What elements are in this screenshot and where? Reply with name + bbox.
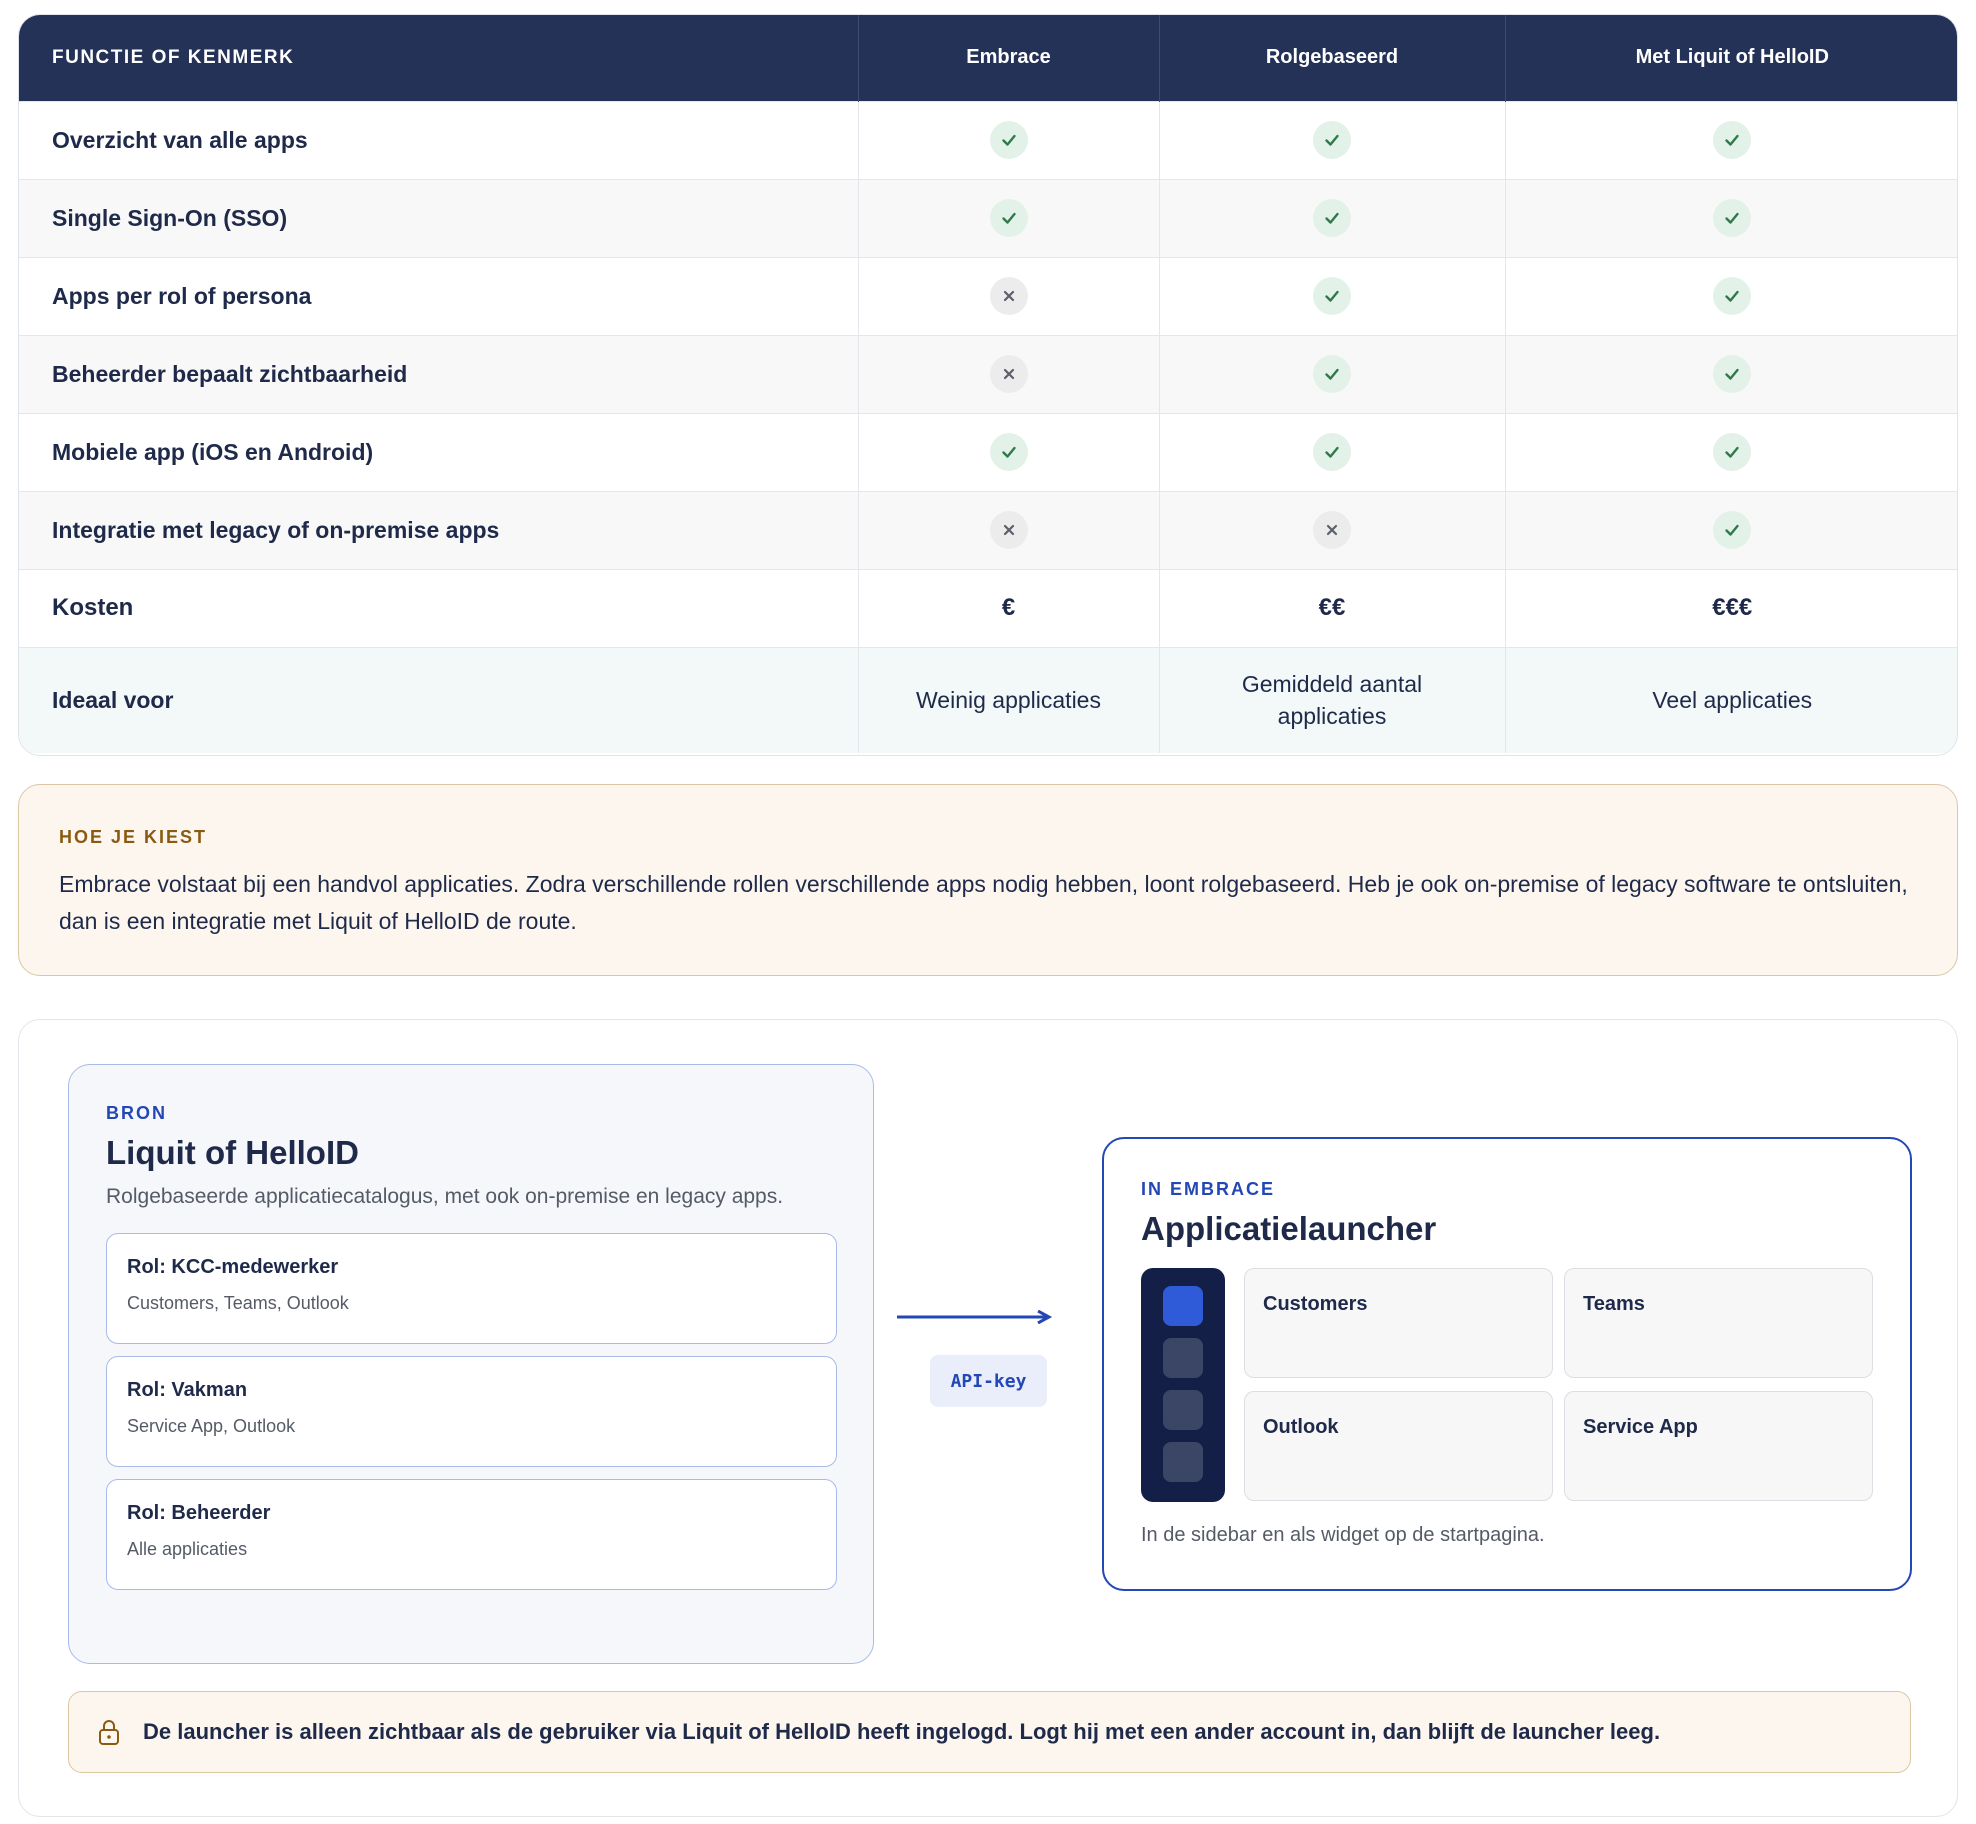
row-label: Kosten: [19, 569, 858, 647]
cross-icon: [990, 511, 1028, 549]
table-row-cost: [19, 569, 1958, 647]
support-cell: [1159, 413, 1505, 491]
support-cell: [1505, 335, 1958, 413]
role-apps: Service App, Outlook: [127, 1416, 296, 1436]
check-icon: [1313, 199, 1351, 237]
app-tile[interactable]: Customers: [1244, 1268, 1553, 1378]
column-header-embrace: Embrace: [858, 15, 1159, 101]
column-header-feature: FUNCTIE OF KENMERK: [19, 15, 858, 101]
role-list: [106, 1233, 836, 1590]
column-header-liquit-helloid: Met Liquit of HelloID: [1505, 15, 1958, 101]
table-row: [19, 335, 1958, 413]
support-cell: [1159, 179, 1505, 257]
check-icon: [990, 199, 1028, 237]
login-warning: [68, 1691, 1911, 1773]
ideal-value: [1159, 647, 1505, 753]
cost-value: €€€: [1505, 569, 1958, 647]
app-tile[interactable]: Outlook: [1244, 1391, 1553, 1501]
support-cell: [858, 179, 1159, 257]
integration-diagram: [18, 1019, 1958, 1817]
table-row: [19, 179, 1958, 257]
cost-value: €€: [1159, 569, 1505, 647]
check-icon: [1713, 277, 1751, 315]
source-kicker: BRON: [106, 1103, 167, 1123]
support-cell: [1505, 413, 1958, 491]
check-icon: [1713, 199, 1751, 237]
support-cell: [1505, 179, 1958, 257]
column-header-role-based: Rolgebaseerd: [1159, 15, 1505, 101]
support-cell: [1159, 491, 1505, 569]
support-cell: [858, 491, 1159, 569]
row-label: Integratie met legacy of on-premise apps: [19, 491, 858, 569]
callout-kicker: HOE JE KIEST: [59, 827, 208, 847]
check-icon: [1313, 355, 1351, 393]
role-apps: Alle applicaties: [127, 1539, 248, 1559]
role-apps: Customers, Teams, Outlook: [127, 1293, 349, 1313]
api-key-label: API-key: [930, 1355, 1047, 1407]
support-cell: [858, 101, 1159, 179]
support-cell: [1159, 101, 1505, 179]
app-tile[interactable]: Teams: [1564, 1268, 1873, 1378]
support-cell: [1505, 101, 1958, 179]
support-cell: [1505, 491, 1958, 569]
role-card: [106, 1479, 837, 1590]
sidebar-app-icon: [1163, 1442, 1203, 1482]
check-icon: [1713, 511, 1751, 549]
support-cell: [1159, 257, 1505, 335]
lock-icon: [97, 1718, 121, 1746]
ideal-value-text: Gemiddeld aantal applicaties: [1241, 671, 1423, 730]
role-card: [106, 1356, 837, 1467]
table-row: [19, 101, 1958, 179]
support-cell: [1159, 335, 1505, 413]
target-note: In de sidebar en als widget op de startpagina.: [1141, 1524, 1545, 1546]
cross-icon: [990, 277, 1028, 315]
source-title: Liquit of HelloID: [106, 1134, 359, 1171]
support-cell: [1505, 257, 1958, 335]
check-icon: [1713, 433, 1751, 471]
table-row-ideal-for: [19, 647, 1958, 753]
sidebar-rail: [1141, 1268, 1225, 1502]
app-launcher-preview: [1141, 1268, 1873, 1504]
target-kicker: IN EMBRACE: [1141, 1179, 1276, 1199]
support-cell: [858, 413, 1159, 491]
role-title: Rol: KCC-medewerker: [127, 1256, 339, 1278]
check-icon: [1713, 121, 1751, 159]
row-label: Overzicht van alle apps: [19, 101, 858, 179]
table-row: [19, 413, 1958, 491]
support-cell: [858, 257, 1159, 335]
cross-icon: [1313, 511, 1351, 549]
arrow-right-icon: [878, 1310, 1058, 1324]
app-tile[interactable]: Service App: [1564, 1391, 1873, 1501]
warning-text: De launcher is alleen zichtbaar als de gebruiker via Liquit of HelloID heeft ingelogd. Logt hij met een ander account in, dan blijft de launcher leeg.: [143, 1719, 1661, 1744]
check-icon: [990, 121, 1028, 159]
cross-icon: [990, 355, 1028, 393]
check-icon: [1313, 277, 1351, 315]
row-label: Apps per rol of persona: [19, 257, 858, 335]
role-card: [106, 1233, 837, 1344]
check-icon: [1313, 433, 1351, 471]
callout-body: Embrace volstaat bij een handvol applicaties. Zodra verschillende rollen verschillende apps nodig hebben, loont rolgebaseerd. Heb je ook on-premise of legacy software te ontsluiten, dan is een integratie met Liquit of HelloID de route.: [59, 871, 1908, 934]
role-title: Rol: Beheerder: [127, 1502, 271, 1524]
ideal-value: Weinig applicaties: [858, 647, 1159, 753]
row-label: Ideaal voor: [19, 647, 858, 753]
row-label: Single Sign-On (SSO): [19, 179, 858, 257]
table-header-row: [19, 15, 1958, 101]
table-row: [19, 257, 1958, 335]
sidebar-app-icon: [1163, 1338, 1203, 1378]
table-row: [19, 491, 1958, 569]
role-title: Rol: Vakman: [127, 1379, 248, 1401]
check-icon: [1313, 121, 1351, 159]
sidebar-app-icon-active: [1163, 1286, 1203, 1326]
row-label: Mobiele app (iOS en Android): [19, 413, 858, 491]
support-cell: [858, 335, 1159, 413]
how-to-choose-callout: [18, 784, 1958, 976]
check-icon: [990, 433, 1028, 471]
source-description: Rolgebaseerde applicatiecatalogus, met ook on-premise en legacy apps.: [106, 1185, 784, 1208]
target-title: Applicatielauncher: [1141, 1210, 1437, 1247]
cost-value: €: [858, 569, 1159, 647]
comparison-table: [18, 14, 1958, 756]
ideal-value: Veel applicaties: [1505, 647, 1958, 753]
row-label: Beheerder bepaalt zichtbaarheid: [19, 335, 858, 413]
source-card: [68, 1064, 874, 1664]
target-card: [1102, 1137, 1912, 1591]
sidebar-app-icon: [1163, 1390, 1203, 1430]
check-icon: [1713, 355, 1751, 393]
